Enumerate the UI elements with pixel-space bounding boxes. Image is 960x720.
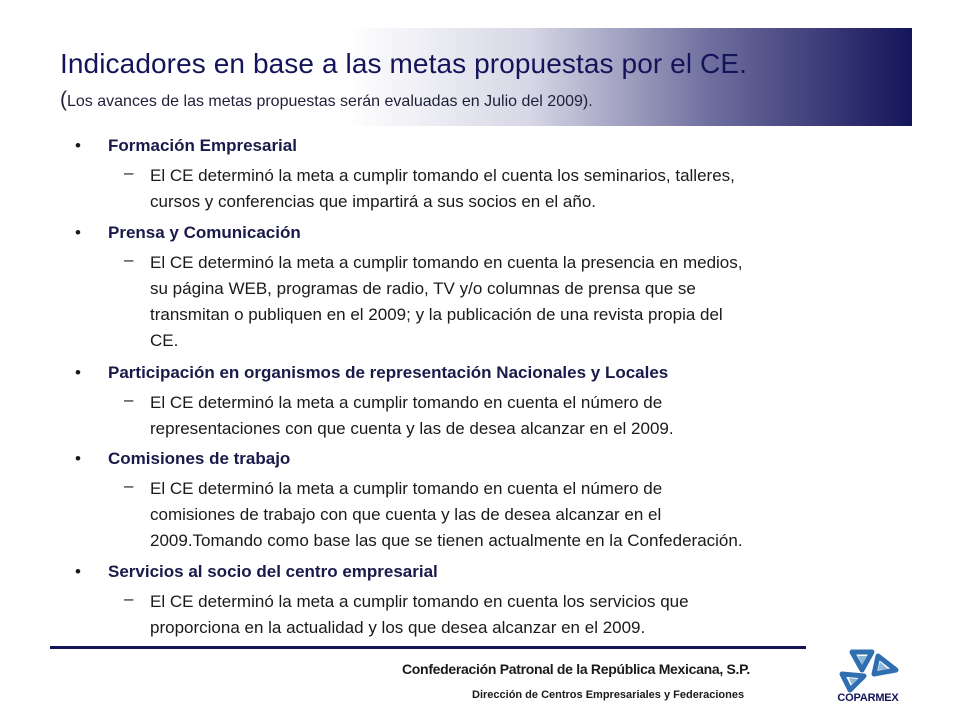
bullet-section-formacion <box>0 134 960 221</box>
dash-marker: – <box>124 589 134 608</box>
description-line: cursos y conferencias que impartirá a sus socios en el año. <box>150 192 597 211</box>
bullet-description <box>150 250 910 354</box>
description-line: El CE determinó la meta a cumplir tomando en cuenta el número de <box>150 393 663 412</box>
footer-divider <box>50 646 806 649</box>
bullet-marker: • <box>75 223 81 242</box>
slide-subtitle <box>60 88 593 112</box>
bullet-description <box>150 390 910 442</box>
coparmex-logo <box>818 640 918 712</box>
bullet-marker: • <box>75 363 81 382</box>
logo-wordmark: COPARMEX <box>837 692 899 704</box>
description-line: 2009.Tomando como base las que se tienen actualmente en la Confederación. <box>150 531 743 550</box>
dash-marker: – <box>124 390 134 409</box>
description-line: El CE determinó la meta a cumplir tomando en cuenta los servicios que <box>150 592 689 611</box>
bullet-list <box>0 134 960 645</box>
description-line: El CE determinó la meta a cumplir tomando en cuenta el número de <box>150 479 663 498</box>
dash-marker: – <box>124 250 134 269</box>
description-line: CE. <box>150 331 179 350</box>
bullet-marker: • <box>75 136 81 155</box>
description-line: su página WEB, programas de radio, TV y/o columnas de prensa que se <box>150 279 696 298</box>
footer-department: Dirección de Centros Empresariales y Federaciones <box>472 689 745 701</box>
description-line: comisiones de trabajo con que cuenta y las de desea alcanzar en el <box>150 505 662 524</box>
bullet-heading: Servicios al socio del centro empresarial <box>108 562 438 581</box>
dash-marker: – <box>124 163 134 182</box>
bullet-description <box>150 476 910 554</box>
description-line: transmitan o publiquen en el 2009; y la publicación de una revista propia del <box>150 305 723 324</box>
bullet-heading: Participación en organismos de representación Nacionales y Locales <box>108 363 669 382</box>
footer-organization: Confederación Patronal de la República Mexicana, S.P. <box>402 661 750 677</box>
bullet-heading: Comisiones de trabajo <box>108 449 291 468</box>
subtitle-text: Los avances de las metas propuestas serán evaluadas en Julio del 2009). <box>67 93 593 110</box>
bullet-section-comisiones <box>0 447 960 560</box>
bullet-heading: Prensa y Comunicación <box>108 223 301 242</box>
description-line: representaciones con que cuenta y las de desea alcanzar en el 2009. <box>150 419 674 438</box>
subtitle-paren: ( <box>60 88 67 111</box>
description-line: El CE determinó la meta a cumplir tomando el cuenta los seminarios, talleres, <box>150 166 735 185</box>
bullet-section-servicios <box>0 560 960 645</box>
bullet-marker: • <box>75 449 81 468</box>
bullet-heading: Formación Empresarial <box>108 136 297 155</box>
slide-title: Indicadores en base a las metas propuestas por el CE. <box>60 48 748 79</box>
bullet-section-participacion <box>0 361 960 447</box>
description-line: El CE determinó la meta a cumplir tomando en cuenta la presencia en medios, <box>150 253 743 272</box>
bullet-description <box>150 589 910 641</box>
bullet-marker: • <box>75 562 81 581</box>
dash-marker: – <box>124 476 134 495</box>
bullet-description <box>150 163 910 215</box>
coparmex-emblem-icon <box>818 640 918 694</box>
bullet-section-prensa <box>0 221 960 361</box>
description-line: proporciona en la actualidad y los que desea alcanzar en el 2009. <box>150 618 646 637</box>
